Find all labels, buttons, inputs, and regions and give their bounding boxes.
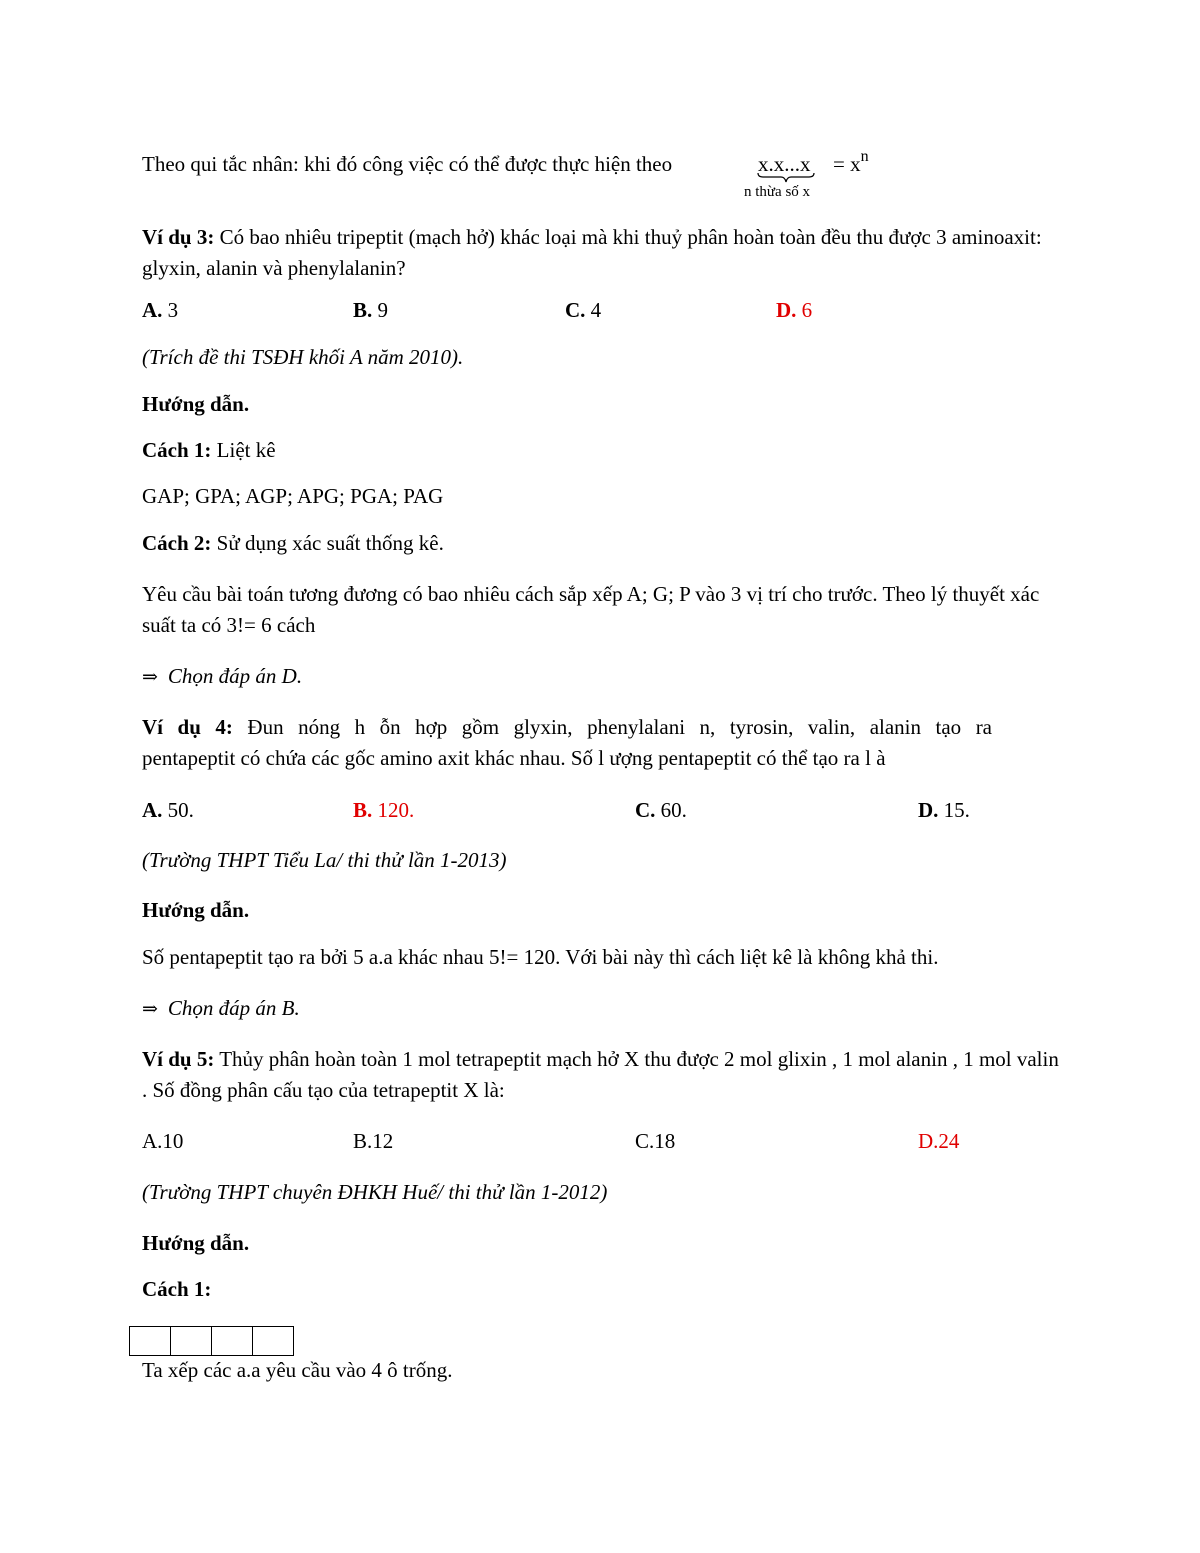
- slot-grid: [130, 1326, 294, 1356]
- example4-question-line1: Ví dụ 4: Đun nóng h ỗn hợp gồm glyxin, phenylalani n, tyrosin, valin, alanin tạo ra: [142, 715, 993, 739]
- slot-cell: [170, 1326, 212, 1356]
- example4-option-d: D. 15.: [918, 798, 970, 822]
- example3-question: [142, 222, 1062, 284]
- formula-product: x.x...x: [758, 152, 811, 176]
- example4-guide-heading: Hướng dẫn.: [142, 898, 250, 922]
- example3-option-a: A. 3: [142, 298, 179, 322]
- example3-guide-heading: Hướng dẫn.: [142, 392, 250, 416]
- example5-option-d-correct: D.24: [918, 1129, 960, 1153]
- example3-option-c: C. 4: [565, 298, 602, 322]
- example3-explanation: Yêu cầu bài toán tương đương có bao nhiêu cách sắp xếp A; G; P vào 3 vị trí cho trước. Theo lý thuyết xác suất ta có 3!= 6 cách: [142, 582, 1040, 637]
- formula-result: [833, 149, 869, 182]
- example5-source: (Trường THPT chuyên ĐHKH Huế/ thi thử lần 1-2012): [142, 1180, 608, 1204]
- example3-method1: Cách 1: Liệt kê: [142, 438, 276, 462]
- example4-label: Ví dụ 4:: [142, 715, 233, 739]
- example5-guide-heading: Hướng dẫn.: [142, 1231, 250, 1255]
- example4-source: (Trường THPT Tiểu La/ thi thử lần 1-2013): [142, 848, 507, 872]
- example4-option-b-correct: B. 120.: [353, 798, 415, 822]
- example3-option-d-correct: D. 6: [776, 298, 813, 322]
- example3-option-b: B. 9: [353, 298, 389, 322]
- example5-option-b: B.12: [353, 1129, 394, 1153]
- example3-listing: GAP; GPA; AGP; APG; PGA; PAG: [142, 484, 444, 508]
- example4-explanation: Số pentapeptit tạo ra bởi 5 a.a khác nhau 5!= 120. Với bài này thì cách liệt kê là không khả thi.: [142, 945, 939, 969]
- formula-equals: = x: [833, 152, 861, 176]
- example5-question: Ví dụ 5: Thủy phân hoàn toàn 1 mol tetrapeptit mạch hở X thu được 2 mol glixin , 1 mol alanin , 1 mol valin . Số đồng phân cấu tạo của tetrapeptit X là:: [142, 1047, 1059, 1102]
- formula-under-label: n thừa số x: [744, 184, 811, 200]
- example4-answer: ⇒ Chọn đáp án B.: [142, 996, 300, 1020]
- example3-method2: Cách 2: Sử dụng xác suất thống kê.: [142, 531, 444, 555]
- example5-option-a: A.10: [142, 1129, 184, 1153]
- slot-cell: [129, 1326, 171, 1356]
- implies-arrow-icon: ⇒: [142, 666, 158, 688]
- example5-method1-label: Cách 1:: [142, 1277, 212, 1301]
- example4-option-c: C. 60.: [635, 798, 687, 822]
- implies-arrow-icon: ⇒: [142, 998, 158, 1020]
- example3-question-text: Có bao nhiêu tripeptit (mạch hở) khác loại mà khi thuỷ phân hoàn toàn đều thu được 3 aminoaxit: glyxin, alanin và phenylalanin?: [142, 225, 1042, 280]
- example4-question-line2: pentapeptit có chứa các gốc amino axit khác nhau. Số l ượng pentapeptit có thể tạo ra l à: [142, 746, 886, 770]
- formula-exponent: n: [860, 148, 869, 165]
- intro-text: Theo qui tắc nhân: khi đó công việc có thể được thực hiện theo: [142, 152, 673, 176]
- example5-grid-note: Ta xếp các a.a yêu cầu vào 4 ô trống.: [142, 1358, 453, 1382]
- example3-source: (Trích đề thi TSĐH khối A năm 2010).: [142, 345, 464, 369]
- example4-option-a: A. 50.: [142, 798, 194, 822]
- example5-option-c: C.18: [635, 1129, 676, 1153]
- slot-cell: [211, 1326, 253, 1356]
- example3-answer: ⇒ Chọn đáp án D.: [142, 664, 303, 688]
- slot-cell: [252, 1326, 294, 1356]
- example3-label: Ví dụ 3:: [142, 225, 215, 249]
- example5-label: Ví dụ 5:: [142, 1047, 215, 1071]
